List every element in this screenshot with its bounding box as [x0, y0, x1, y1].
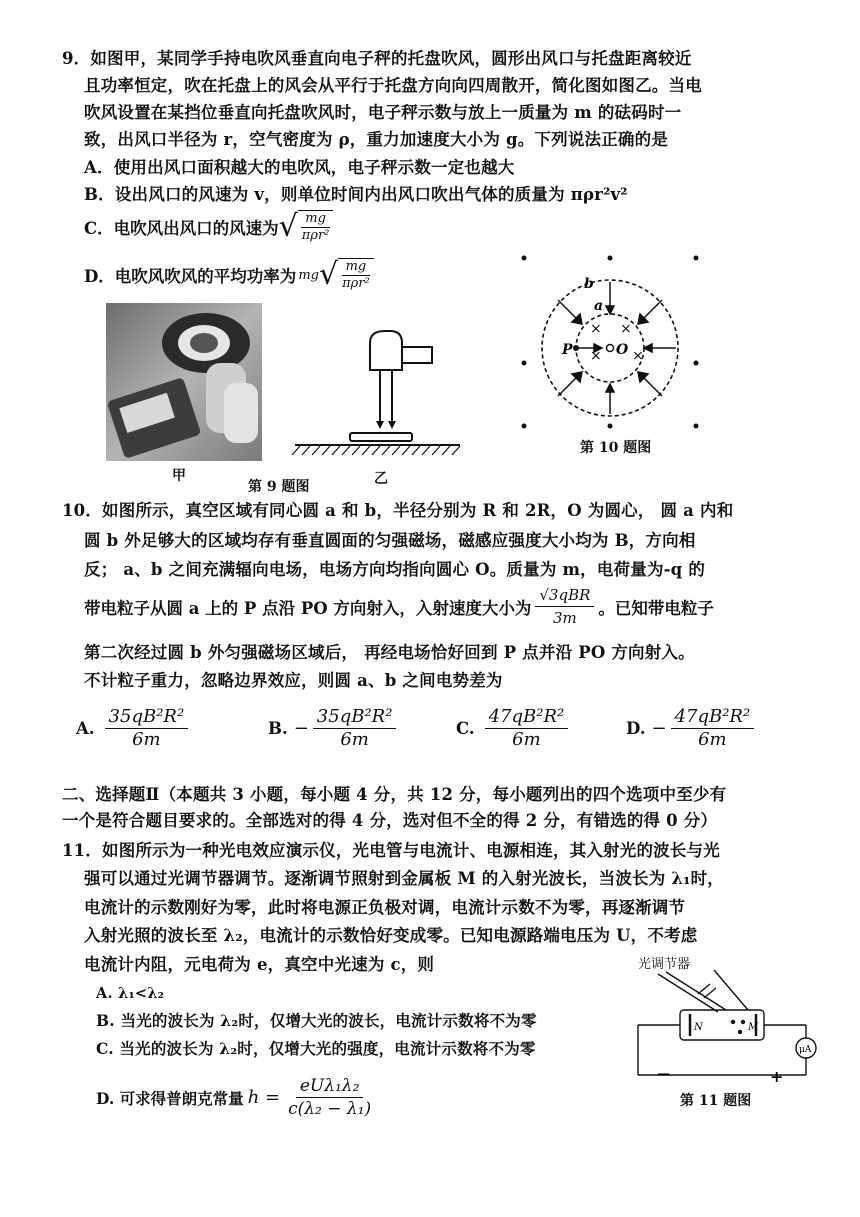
q10-option-b-fraction — [313, 706, 397, 751]
q11-option-d-num: eUλ₁λ₂ — [296, 1075, 364, 1098]
q10-velocity-den: 3m — [552, 609, 577, 627]
q11-label-n: N — [694, 1022, 703, 1033]
q11-line-1: 11．如图所示为一种光电效应演示仪，光电管与电流计、电源相连，其入射光的波长与光 — [62, 841, 720, 860]
q10-option-b-num: 35qB²R² — [313, 706, 397, 729]
q11-label-minus: − — [656, 1064, 672, 1085]
section2-heading-line-1: 二、选择题Ⅱ（本题共 3 小题，每小题 4 分，共 12 分，每小题列出的四个选项中至少有 — [62, 785, 727, 804]
q11-option-c: C. 当光的波长为 λ₂时，仅增大光的强度，电流计示数将不为零 — [96, 1039, 536, 1058]
q9-diagram-yi — [290, 325, 465, 460]
q11-option-d — [96, 1075, 379, 1120]
q10-line-2: 圆 b 外足够大的区域均存有垂直圆面的匀强磁场，磁感应强度大小均为 B，方向相 — [84, 531, 696, 550]
q10-option-a-num: 35qB²R² — [105, 706, 189, 729]
q11-line-4: 入射光照的波长至 λ₂，电流计的示数恰好变成零。已知电源路端电压为 U，不考虑 — [84, 926, 698, 945]
q10-option-b-label: B. — [268, 719, 288, 738]
q11-line-3: 电流计的示数刚好为零，此时将电源正负极对调，电流计示数不为零，再逐渐调节 — [84, 898, 686, 917]
q10-option-a-label: A. — [76, 719, 95, 738]
q9-d-mg: mg — [298, 267, 319, 283]
q10-option-c-num: 47qB²R² — [485, 706, 569, 729]
q9-line-1: 9．如图甲，某同学手持电吹风垂直向电子秤的托盘吹风，圆形出风口与托盘距离较近 — [62, 49, 692, 68]
q10-option-c-label: C. — [456, 719, 475, 738]
q10-line-4 — [84, 584, 714, 629]
q11-line-5: 电流计内阻，元电荷为 e，真空中光速为 c，则 — [84, 955, 435, 974]
q10-caption-fig: 第 10 题图 — [580, 440, 652, 456]
q10-label-a: a — [594, 298, 604, 314]
q9-c-num: mg — [301, 211, 330, 228]
q11-option-b: B. 当光的波长为 λ₂时，仅增大光的波长，电流计示数将不为零 — [96, 1011, 537, 1030]
q10-option-d-label: D. — [626, 719, 646, 738]
q10-option-d — [626, 706, 758, 751]
q10-option-c-den: 6m — [512, 729, 541, 750]
q10-line-6: 不计粒子重力，忽略边界效应，则圆 a、b 之间电势差为 — [84, 671, 503, 690]
q10-cross-2: × — [620, 321, 632, 337]
q10-option-b-sign: − — [293, 718, 309, 739]
q10-velocity-fraction — [535, 584, 594, 629]
q11-option-d-text: D. 可求得普朗克常量 — [96, 1088, 244, 1108]
q10-option-a-fraction — [105, 706, 189, 751]
q9-option-d-sqrt: √ $\frac{mg}{\text{πρr²}}$ — [319, 258, 378, 292]
q10-velocity-num: √3qBR — [535, 584, 594, 607]
q11-figure — [628, 970, 828, 1085]
q9-line-4: 致，出风口半径为 r，空气密度为 ρ，重力加速度大小为 g。下列说法正确的是 — [84, 130, 669, 149]
q10-cross-1: × — [590, 321, 602, 337]
q11-label-meter: μA — [799, 1045, 812, 1055]
q11-option-a: A. λ₁<λ₂ — [96, 985, 165, 1002]
q10-label-p: P — [562, 342, 573, 358]
q10-cross-4: × — [632, 348, 644, 364]
q9-option-c — [84, 210, 337, 244]
q10-option-b-den: 6m — [340, 729, 369, 750]
q9-option-c-text: C．电吹风出风口的风速为 — [84, 219, 279, 238]
q9-d-den: πρr² — [342, 276, 370, 291]
q9-option-d — [84, 258, 378, 292]
q10-label-b: b — [584, 276, 594, 292]
q9-option-d-text: D．电吹风吹风的平均功率为 — [84, 267, 297, 286]
q9-option-b: B．设出风口的风速为 v，则单位时间内出风口吹出气体的质量为 πρr²v² — [84, 185, 628, 204]
q9-photo-jia — [106, 303, 262, 461]
q11-line-2: 强可以通过光调节器调节。逐渐调节照射到金属板 M 的入射光波长，当波长为 λ₁时， — [84, 869, 724, 888]
q10-option-d-num: 47qB²R² — [671, 706, 755, 729]
q11-option-d-fraction — [284, 1075, 375, 1120]
q10-option-d-den: 6m — [698, 729, 727, 750]
q11-label-light-regulator: 光调节器 — [638, 957, 691, 972]
q9-caption-jia: 甲 — [172, 468, 186, 484]
q11-label-m: M — [748, 1022, 759, 1033]
section2-heading-line-2: 一个是符合题目要求的。全部选对的得 4 分，选对但不全的得 2 分，有错选的得 0 分） — [62, 811, 718, 830]
q9-c-den: πρr² — [301, 228, 330, 243]
q10-option-a — [76, 706, 192, 751]
q10-label-o: O — [616, 342, 629, 358]
q10-option-b — [268, 706, 400, 751]
q10-line-1: 10．如图所示，真空区域有同心圆 a 和 b，半径分别为 R 和 2R，O 为圆心， 圆 a 内和 — [62, 501, 734, 520]
q9-line-2: 且功率恒定，吹在托盘上的风会从平行于托盘方向向四周散开，简化图如图乙。当电 — [84, 76, 702, 95]
q10-line-4-prefix: 带电粒子从圆 a 上的 P 点沿 PO 方向射入，入射速度大小为 — [84, 598, 532, 618]
q9-line-3: 吹风设置在某挡位垂直向托盘吹风时，电子秤示数与放上一质量为 m 的砝码时一 — [84, 103, 682, 122]
q11-option-d-den: c(λ₂ − λ₁) — [288, 1099, 372, 1119]
q11-label-plus: + — [770, 1067, 784, 1085]
q9-caption-fig: 第 9 题图 — [248, 479, 310, 495]
q9-caption-yi: 乙 — [374, 471, 388, 487]
q10-option-d-fraction — [671, 706, 755, 751]
q10-line-5: 第二次经过圆 b 外匀强磁场区域后， 再经电场恰好回到 P 点并沿 PO 方向射入。 — [84, 643, 695, 662]
q10-line-4-suffix: 。已知带电粒子 — [598, 598, 714, 618]
q11-caption-fig: 第 11 题图 — [680, 1093, 752, 1109]
q9-d-num: mg — [342, 259, 371, 276]
q10-figure — [510, 248, 710, 438]
q10-line-3: 反； a、b 之间充满辐向电场，电场方向均指向圆心 O。质量为 m，电荷量为-q 的 — [84, 560, 706, 579]
q10-option-c — [456, 706, 572, 751]
q9-option-a: A．使用出风口面积越大的电吹风，电子秤示数一定也越大 — [84, 158, 515, 177]
q9-option-c-sqrt: √ $\frac{mg}{\text{πρr²}}$ — [279, 210, 338, 244]
q11-option-d-h: h = — [247, 1087, 281, 1108]
q10-option-a-den: 6m — [132, 729, 161, 750]
q10-option-c-fraction — [485, 706, 569, 751]
q10-cross-3: × — [590, 348, 602, 364]
q10-option-d-sign: − — [651, 718, 667, 739]
